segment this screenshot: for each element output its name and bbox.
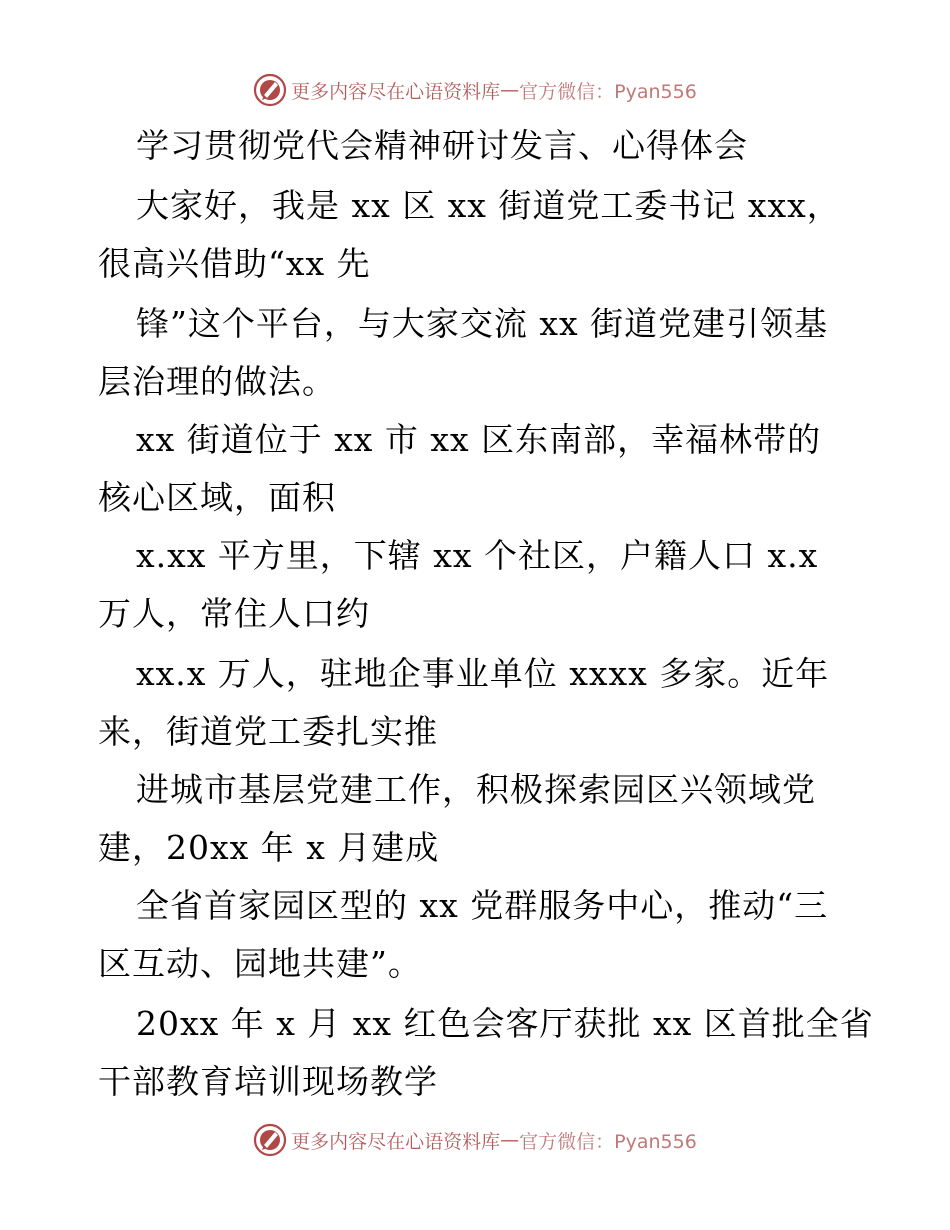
watermark-dash: — (500, 1129, 520, 1151)
text-line: 核心区域，面积 (98, 478, 336, 517)
brand-logo-icon (253, 73, 287, 107)
text-line: xx 街道位于 xx 市 xx 区东南部，幸福林带的 (136, 420, 822, 459)
text-line: 区互动、园地共建”。 (98, 944, 422, 983)
text-line: 来，街道党工委扎实推 (98, 712, 438, 751)
text-line: 建，20xx 年 x 月建成 (98, 828, 440, 867)
text-line: 很高兴借助“xx 先 (98, 244, 371, 283)
watermark-brand-text: 更多内容尽在心语资料库 (291, 80, 501, 103)
text-line: 层治理的做法。 (98, 362, 336, 401)
brand-logo-icon (253, 1123, 287, 1157)
text-line: 全省首家园区型的 xx 党群服务中心，推动“三 (136, 886, 829, 925)
watermark-contact-text: 官方微信：Pyan556 (519, 80, 697, 103)
text-line: 大家好，我是 xx 区 xx 街道党工委书记 xxx， (136, 186, 841, 225)
text-line: 20xx 年 x 月 xx 红色会客厅获批 xx 区首批全省 (136, 1004, 874, 1043)
text-line: 进城市基层党建工作，积极探索园区兴领域党 (136, 770, 816, 809)
watermark-dash: — (500, 79, 520, 101)
watermark-contact-text: 官方微信：Pyan556 (519, 1130, 697, 1153)
document-title: 学习贯彻党代会精神研讨发言、心得体会 (136, 126, 748, 165)
watermark-brand-text: 更多内容尽在心语资料库 (291, 1130, 501, 1153)
text-line: 万人，常住人口约 (98, 594, 370, 633)
text-line: x.xx 平方里，下辖 xx 个社区，户籍人口 x.x (136, 536, 819, 575)
text-line: 锋”这个平台，与大家交流 xx 街道党建引领基 (136, 304, 829, 343)
text-line: 干部教育培训现场教学 (98, 1062, 438, 1101)
footer-watermark (0, 1120, 950, 1160)
text-line: xx.x 万人，驻地企事业单位 xxxx 多家。近年 (136, 654, 830, 693)
header-watermark (0, 70, 950, 110)
